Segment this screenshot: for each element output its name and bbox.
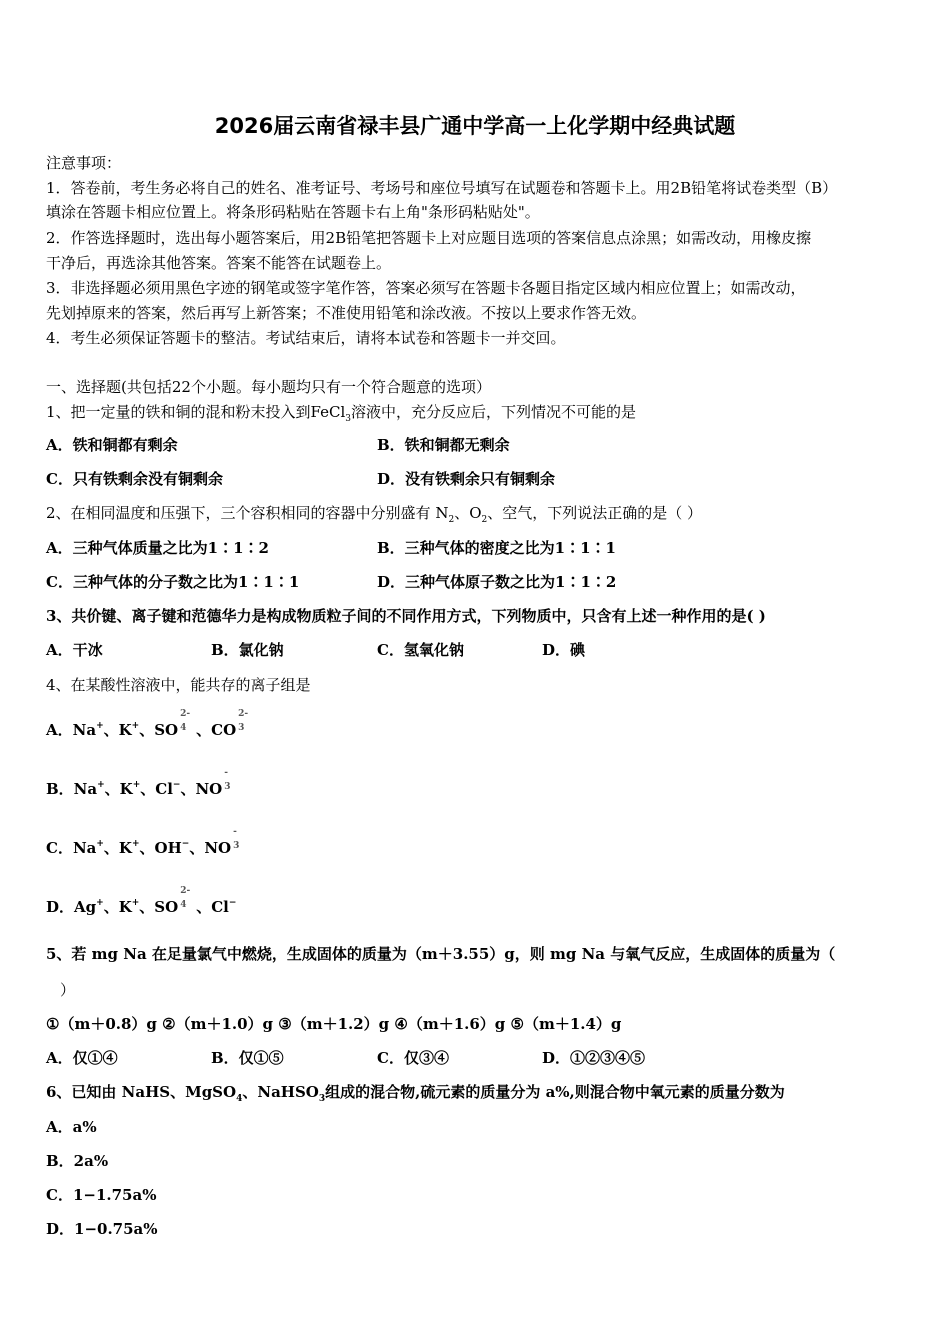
q4-option-b: B．Na+、K+、Cl−、NO - 3 xyxy=(46,768,231,798)
question-5-stem-cont: ） xyxy=(60,981,76,999)
q6-option-a: A．a% xyxy=(46,1118,97,1136)
q5-option-a: A．仅①④ xyxy=(46,1049,118,1067)
notice-line: 干净后，再选涂其他答案。答案不能答在试题卷上。 xyxy=(46,254,392,272)
q2-option-c: C．三种气体的分子数之比为1∶1∶1 xyxy=(46,573,300,591)
q5-option-b: B．仅①⑤ xyxy=(211,1049,284,1067)
notice-line: 3．非选择题必须用黑色字迹的钢笔或签字笔作答，答案必须写在答题卡各题目指定区域内相应位置上；如需改动， xyxy=(46,279,806,297)
q1-option-c: C．只有铁剩余没有铜剩余 xyxy=(46,470,223,488)
question-6-stem: 6、已知由 NaHS、MgSO$_4$、NaHSO$_3$组成的混合物,硫元素的质量分为 a%,则混合物中氧元素的质量分数为 xyxy=(46,1083,785,1104)
q3-option-b: B．氯化钠 xyxy=(211,641,284,659)
section-heading: 一、选择题(共包括22个小题。每小题均只有一个符合题意的选项） xyxy=(46,378,491,396)
question-1-stem: 1、把一定量的铁和铜的混和粉末投入到FeCl$_3$溶液中，充分反应后，下列情况不可能的是 xyxy=(46,403,637,424)
q4-option-a: A．Na+、K+、SO 2- 4 、CO 2- 3 xyxy=(46,709,249,739)
q3-option-d: D．碘 xyxy=(542,641,586,659)
q5-option-c: C．仅③④ xyxy=(377,1049,449,1067)
q4-option-d: D．Ag+、K+、SO 2- 4 、Cl− xyxy=(46,886,237,916)
page-title: 2026届云南省禄丰县广通中学高一上化学期中经典试题 xyxy=(214,114,736,138)
notice-line: 填涂在答题卡相应位置上。将条形码粘贴在答题卡右上角"条形码粘贴处"。 xyxy=(46,203,540,221)
q3-option-c: C．氢氧化钠 xyxy=(377,641,464,659)
q6-option-b: B．2a% xyxy=(46,1152,109,1170)
q2-option-a: A．三种气体质量之比为1∶1∶2 xyxy=(46,539,269,557)
notice-line: 2．作答选择题时，选出每小题答案后，用2B铅笔把答题卡上对应题目选项的答案信息点涂黑；如需改动，用橡皮擦 xyxy=(46,229,812,247)
question-3-stem: 3、共价键、离子键和范德华力是构成物质粒子间的不同作用方式，下列物质中，只含有上述一种作用的是( ) xyxy=(46,607,766,625)
question-4-stem: 4、在某酸性溶液中，能共存的离子组是 xyxy=(46,676,311,694)
q5-option-d: D．①②③④⑤ xyxy=(542,1049,646,1067)
question-5-stem: 5、若 mg Na 在足量氯气中燃烧，生成固体的质量为（m＋3.55）g，则 mg Na 与氧气反应，生成固体的质量为（ xyxy=(46,945,836,963)
q3-option-a: A．干冰 xyxy=(46,641,103,659)
q1-option-a: A．铁和铜都有剩余 xyxy=(46,436,178,454)
q1-option-d: D．没有铁剩余只有铜剩余 xyxy=(377,470,556,488)
question-5-choices: ①（m＋0.8）g ②（m＋1.0）g ③（m＋1.2）g ④（m＋1.6）g ⑤（m＋1.4）g xyxy=(46,1015,622,1033)
question-2-stem: 2、在相同温度和压强下，三个容积相同的容器中分别盛有 $N_2$、$O_2$、空气，下列说法正确的是（ ） xyxy=(46,504,703,525)
q2-option-b: B．三种气体的密度之比为1∶1∶1 xyxy=(377,539,616,557)
notice-line: 4．考生必须保证答题卡的整洁。考试结束后，请将本试卷和答题卡一并交回。 xyxy=(46,329,566,347)
q2-option-d: D．三种气体原子数之比为1∶1∶2 xyxy=(377,573,617,591)
notice-line: 先划掉原来的答案，然后再写上新答案；不准使用铅笔和涂改液。不按以上要求作答无效。 xyxy=(46,304,647,322)
q6-option-c: C．1−1.75a% xyxy=(46,1186,157,1204)
q6-option-d: D．1−0.75a% xyxy=(46,1220,158,1238)
q4-option-c: C．Na+、K+、OH−、NO - 3 xyxy=(46,827,240,857)
notice-heading: 注意事项： xyxy=(46,154,122,172)
notice-line: 1．答卷前，考生务必将自己的姓名、准考证号、考场号和座位号填写在试题卷和答题卡上。用2B铅笔将试卷类型（B） xyxy=(46,179,838,197)
q1-option-b: B．铁和铜都无剩余 xyxy=(377,436,510,454)
